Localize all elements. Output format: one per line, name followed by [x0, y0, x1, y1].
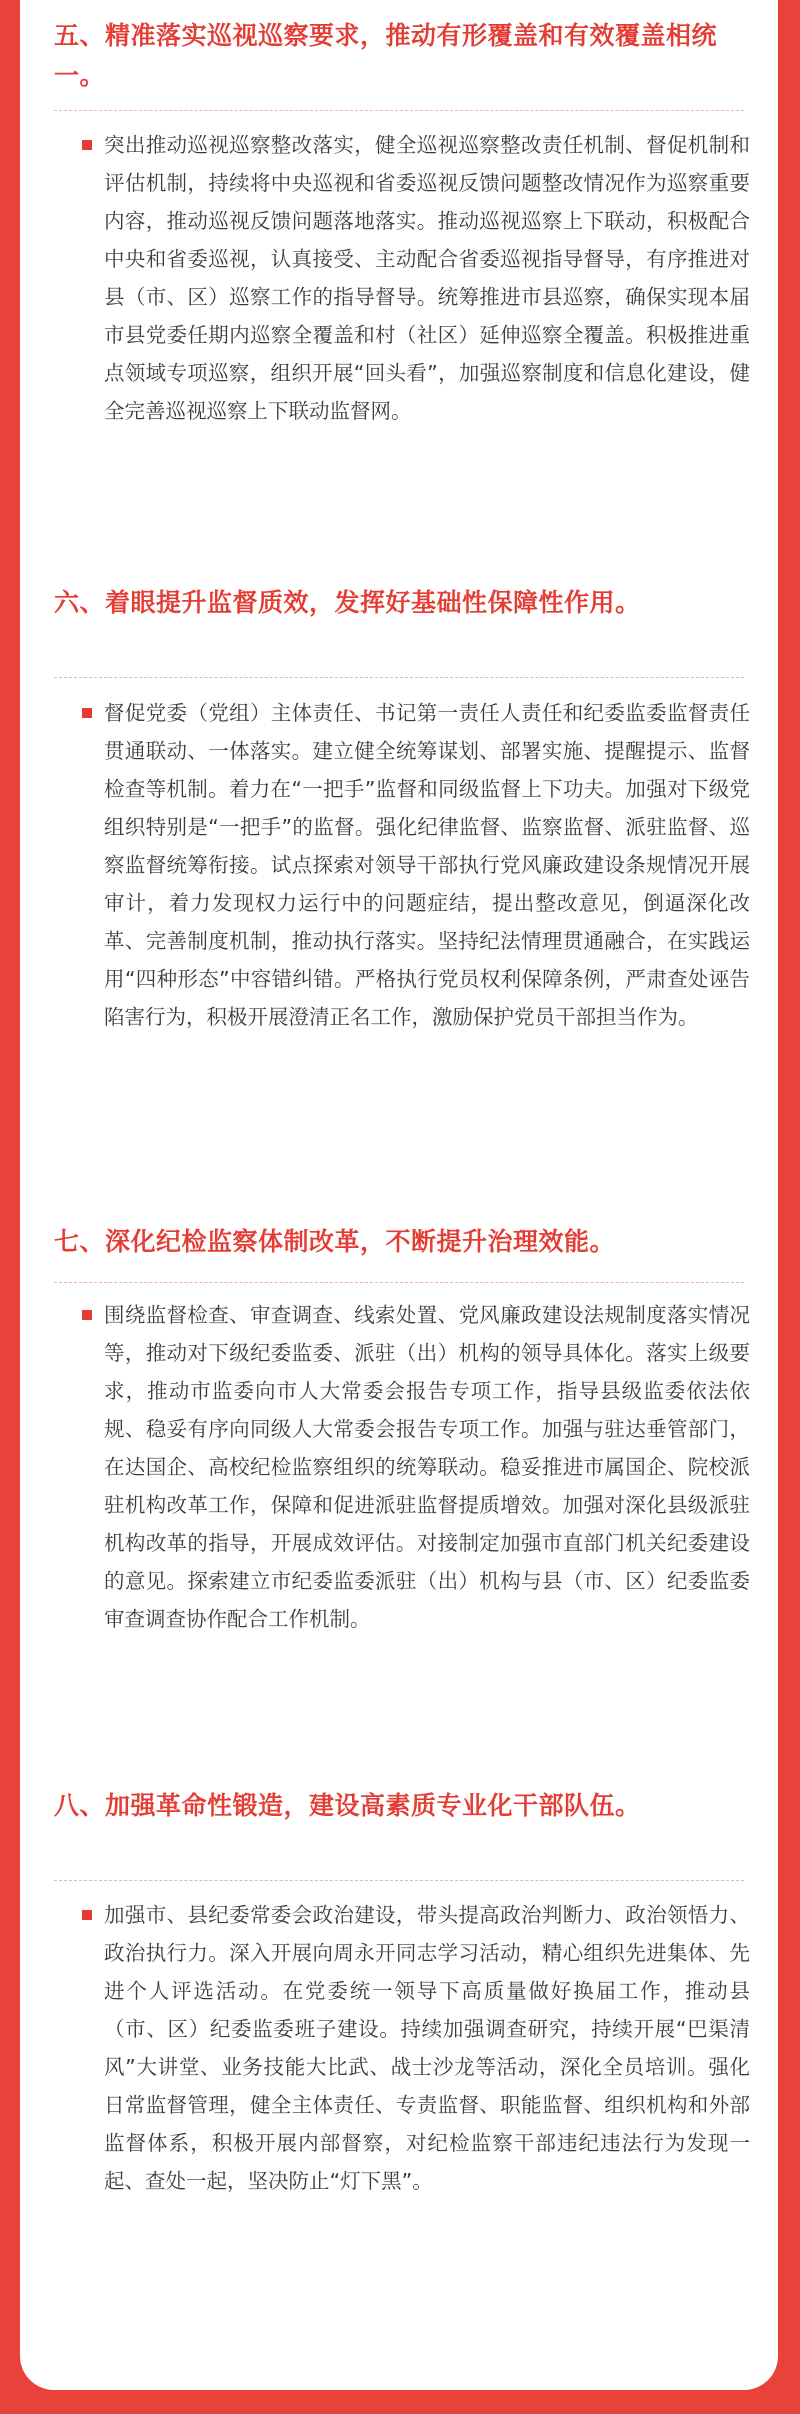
section-divider — [54, 1880, 744, 1881]
bullet-icon — [82, 708, 92, 718]
section-heading-8: 八、加强革命性锻造，建设高素质专业化干部队伍。 — [54, 1791, 641, 1820]
bullet-icon — [82, 1310, 92, 1320]
content-card — [20, 0, 778, 2390]
section-heading-5: 五、精准落实巡视巡察要求，推动有形覆盖和有效覆盖相统一。 — [54, 21, 718, 90]
section-heading-7: 七、深化纪检监察体制改革，不断提升治理效能。 — [54, 1227, 616, 1256]
bullet-icon — [82, 1910, 92, 1920]
bullet-icon — [82, 140, 92, 150]
section-divider — [54, 677, 744, 678]
section-divider — [54, 1282, 744, 1283]
section-body-6: 督促党委（党组）主体责任、书记第一责任人责任和纪委监委监督责任贯通联动、一体落实。建立健全统筹谋划、部署实施、提醒提示、监督检查等机制。着力在“一把手”监督和同级监督上下功夫。加强对下级党组织特别是“一把手”的监督。强化纪律监督、监察监督、派驻监督、巡察监督统筹衔接。试点探索对领导干部执行党风廉政建设条规情况开展审计，着力发现权力运行中的问题症结，提出整改意见，倒逼深化改革、完善制度机制，推动执行落实。坚持纪法情理贯通融合，在实践运用“四种形态”中容错纠错。严格执行党员权利保障条例，严肃查处诬告陷害行为，积极开展澄清正名工作，激励保护党员干部担当作为。 — [104, 701, 750, 1029]
section-body-8: 加强市、县纪委常委会政治建设，带头提高政治判断力、政治领悟力、政治执行力。深入开展向周永开同志学习活动，精心组织先进集体、先进个人评选活动。在党委统一领导下高质量做好换届工作，推动县（市、区）纪委监委班子建设。持续加强调查研究，持续开展“巴渠清风”大讲堂、业务技能大比武、战士沙龙等活动，深化全员培训。强化日常监督管理，健全主体责任、专责监督、职能监督、组织机构和外部监督体系，积极开展内部督察，对纪检监察干部违纪违法行为发现一起、查处一起，坚决防止“灯下黑”。 — [104, 1903, 750, 2193]
section-body-5: 突出推动巡视巡察整改落实，健全巡视巡察整改责任机制、督促机制和评估机制，持续将中央巡视和省委巡视反馈问题整改情况作为巡察重要内容，推动巡视反馈问题落地落实。推动巡视巡察上下联动，积极配合中央和省委巡视，认真接受、主动配合省委巡视指导督导，有序推进对县（市、区）巡察工作的指导督导。统筹推进市县巡察，确保实现本届市县党委任期内巡察全覆盖和村（社区）延伸巡察全覆盖。积极推进重点领域专项巡察，组织开展“回头看”，加强巡察制度和信息化建设，健全完善巡视巡察上下联动监督网。 — [104, 133, 750, 423]
section-heading-6: 六、着眼提升监督质效，发挥好基础性保障性作用。 — [54, 588, 641, 617]
section-divider — [54, 110, 744, 111]
section-body-7: 围绕监督检查、审查调查、线索处置、党风廉政建设法规制度落实情况等，推动对下级纪委监委、派驻（出）机构的领导具体化。落实上级要求，推动市监委向市人大常委会报告专项工作，指导县级监委依法依规、稳妥有序向同级人大常委会报告专项工作。加强与驻达垂管部门，在达国企、高校纪检监察组织的统筹联动。稳妥推进市属国企、院校派驻机构改革工作，保障和促进派驻监督提质增效。加强对深化县级派驻机构改革的指导，开展成效评估。对接制定加强市直部门机关纪委建设的意见。探索建立市纪委监委派驻（出）机构与县（市、区）纪委监委审查调查协作配合工作机制。 — [104, 1303, 750, 1631]
